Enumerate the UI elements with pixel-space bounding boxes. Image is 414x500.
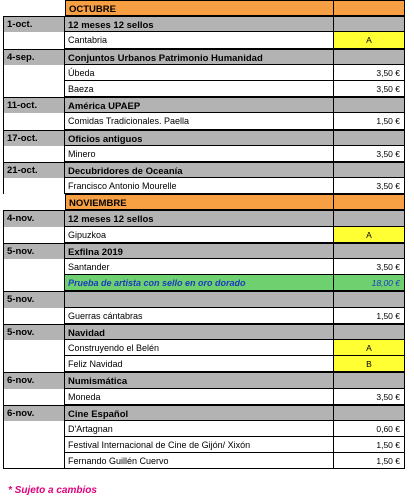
description-cell: OCTUBRE xyxy=(65,0,334,16)
price-cell: 1,50 € xyxy=(334,308,405,324)
date-cell xyxy=(3,178,65,194)
date-cell: 5-nov. xyxy=(3,324,65,340)
price-cell xyxy=(334,243,405,259)
issue-header-row xyxy=(3,372,405,388)
stamp-row xyxy=(3,227,405,243)
stamp-row xyxy=(3,113,405,129)
price-cell xyxy=(334,162,405,178)
date-cell xyxy=(3,259,65,275)
description-cell: Festival Internacional de Cine de Gijón/ Xixón xyxy=(65,437,334,453)
stamp-row xyxy=(3,65,405,81)
issue-header-row xyxy=(3,49,405,65)
date-cell xyxy=(3,275,65,291)
description-cell: Comidas Tradicionales. Paella xyxy=(65,113,334,129)
date-cell xyxy=(3,32,65,48)
description-cell: NOVIEMBRE xyxy=(65,194,334,210)
stamp-row xyxy=(3,389,405,405)
date-cell xyxy=(3,356,65,372)
date-cell xyxy=(3,113,65,129)
description-cell: Feliz Navidad xyxy=(65,356,334,372)
date-cell xyxy=(3,227,65,243)
price-cell: 3,50 € xyxy=(334,65,405,81)
tariff-code-cell: B xyxy=(334,356,405,372)
description-cell: Moneda xyxy=(65,389,334,405)
price-cell: 1,50 € xyxy=(334,113,405,129)
description-cell: América UPAEP xyxy=(65,97,334,113)
date-cell: 1-oct. xyxy=(3,16,65,32)
description-cell: Guerras cántabras xyxy=(65,308,334,324)
date-cell xyxy=(3,340,65,356)
price-cell xyxy=(334,405,405,421)
date-cell xyxy=(3,437,65,453)
date-cell: 11-oct. xyxy=(3,97,65,113)
stamp-row xyxy=(3,146,405,162)
date-cell xyxy=(3,146,65,162)
price-cell: 3,50 € xyxy=(334,146,405,162)
special-offer-row xyxy=(3,275,405,291)
price-cell xyxy=(334,130,405,146)
description-cell xyxy=(65,291,334,307)
description-cell: Exfilna 2019 xyxy=(65,243,334,259)
description-cell: Fernando Guillén Cuervo xyxy=(65,453,334,469)
tariff-code-cell: A xyxy=(334,340,405,356)
description-cell: Minero xyxy=(65,146,334,162)
stamp-row xyxy=(3,259,405,275)
price-cell xyxy=(334,0,405,16)
description-cell: Gipuzkoa xyxy=(65,227,334,243)
date-cell xyxy=(3,194,65,210)
date-cell xyxy=(3,308,65,324)
price-cell: 1,50 € xyxy=(334,453,405,469)
price-cell: 3,50 € xyxy=(334,389,405,405)
issue-header-row xyxy=(3,210,405,226)
date-cell xyxy=(3,421,65,437)
date-cell: 4-nov. xyxy=(3,210,65,226)
stamp-row xyxy=(3,81,405,97)
description-cell: D'Artagnan xyxy=(65,421,334,437)
date-cell xyxy=(3,0,65,16)
stamp-schedule-table xyxy=(3,0,405,469)
issue-header-row xyxy=(3,162,405,178)
price-cell: 1,50 € xyxy=(334,437,405,453)
issue-header-row xyxy=(3,291,405,307)
date-cell: 6-nov. xyxy=(3,372,65,388)
price-cell: 3,50 € xyxy=(334,178,405,194)
stamp-row xyxy=(3,356,405,372)
description-cell: Santander xyxy=(65,259,334,275)
price-cell xyxy=(334,194,405,210)
date-cell: 5-nov. xyxy=(3,291,65,307)
price-cell: 0,60 € xyxy=(334,421,405,437)
description-cell: Úbeda xyxy=(65,65,334,81)
description-cell: 12 meses 12 sellos xyxy=(65,210,334,226)
tariff-code-cell: A xyxy=(334,227,405,243)
description-cell: Decubridores de Oceanía xyxy=(65,162,334,178)
date-cell: 17-oct. xyxy=(3,130,65,146)
tariff-code-cell: A xyxy=(334,32,405,48)
issue-header-row xyxy=(3,16,405,32)
stamp-row xyxy=(3,178,405,194)
stamp-row xyxy=(3,421,405,437)
price-cell xyxy=(334,16,405,32)
stamp-row xyxy=(3,32,405,48)
issue-header-row xyxy=(3,243,405,259)
stamp-row xyxy=(3,453,405,469)
description-cell: Prueba de artista con sello en oro dorado xyxy=(65,275,334,291)
date-cell xyxy=(3,81,65,97)
issue-header-row xyxy=(3,405,405,421)
description-cell: Numismática xyxy=(65,372,334,388)
price-cell: 3,50 € xyxy=(334,81,405,97)
date-cell: 5-nov. xyxy=(3,243,65,259)
date-cell: 6-nov. xyxy=(3,405,65,421)
month-row xyxy=(3,0,405,16)
price-cell xyxy=(334,210,405,226)
month-row xyxy=(3,194,405,210)
description-cell: Construyendo el Belén xyxy=(65,340,334,356)
stamp-row xyxy=(3,340,405,356)
price-cell xyxy=(334,324,405,340)
price-cell xyxy=(334,291,405,307)
date-cell xyxy=(3,389,65,405)
description-cell: Francisco Antonio Mourelle xyxy=(65,178,334,194)
stamp-row xyxy=(3,437,405,453)
issue-header-row xyxy=(3,97,405,113)
price-cell xyxy=(334,49,405,65)
description-cell: Cine Español xyxy=(65,405,334,421)
description-cell: Cantabria xyxy=(65,32,334,48)
date-cell: 4-sep. xyxy=(3,49,65,65)
date-cell xyxy=(3,453,65,469)
footnote: * Sujeto a cambios xyxy=(8,485,97,496)
issue-header-row xyxy=(3,130,405,146)
date-cell xyxy=(3,65,65,81)
description-cell: Conjuntos Urbanos Patrimonio Humanidad xyxy=(65,49,334,65)
description-cell: Navidad xyxy=(65,324,334,340)
price-cell: 18,00 € xyxy=(334,275,405,291)
price-cell xyxy=(334,372,405,388)
date-cell: 21-oct. xyxy=(3,162,65,178)
issue-header-row xyxy=(3,324,405,340)
price-cell: 3,50 € xyxy=(334,259,405,275)
description-cell: Oficios antiguos xyxy=(65,130,334,146)
description-cell: 12 meses 12 sellos xyxy=(65,16,334,32)
price-cell xyxy=(334,97,405,113)
stamp-row xyxy=(3,308,405,324)
description-cell: Baeza xyxy=(65,81,334,97)
